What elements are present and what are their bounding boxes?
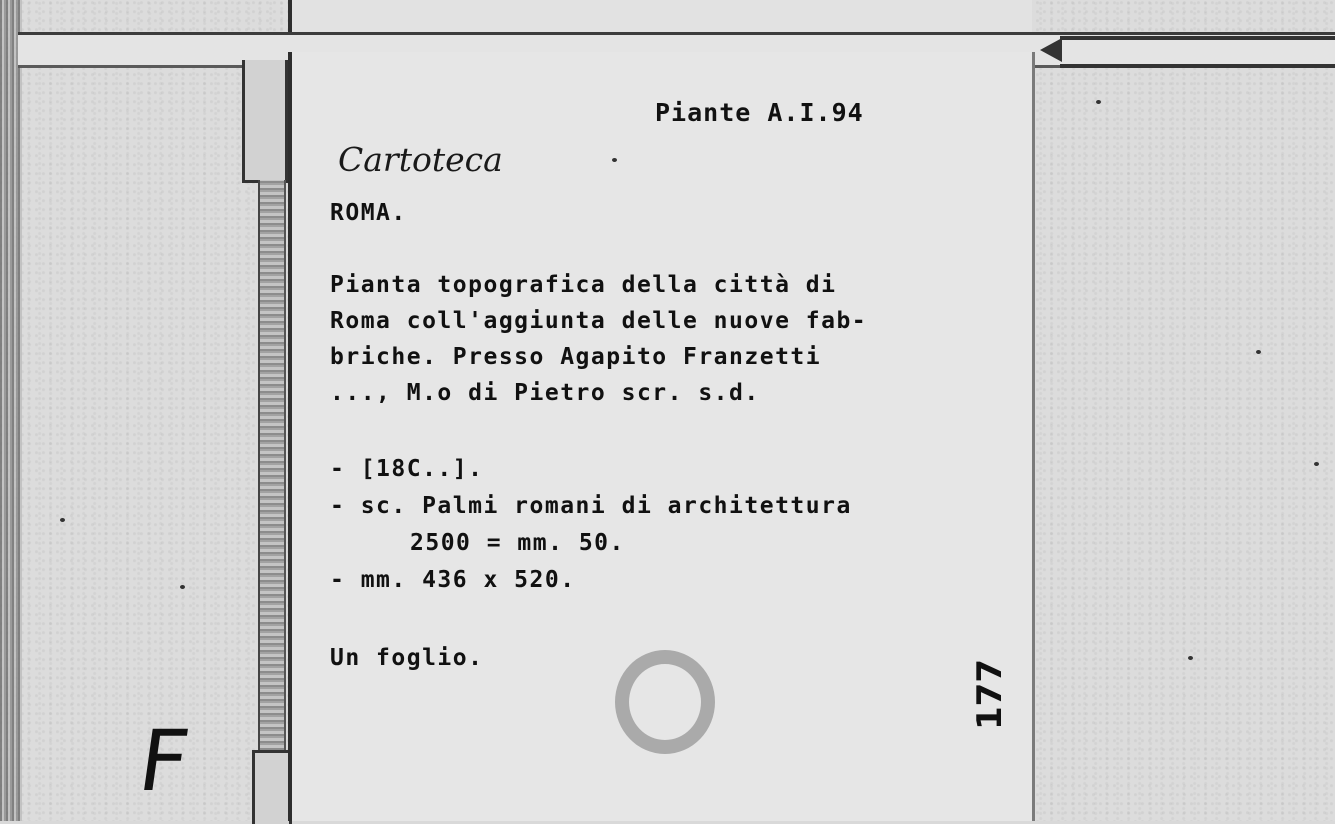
collection-stamp: Cartoteca [338, 140, 503, 179]
detail-line: 2500 = mm. 50. [410, 530, 625, 556]
detail-line: - [18C..]. [330, 456, 484, 482]
detail-line: - mm. 436 x 520. [330, 567, 576, 593]
card-number: 177 [970, 659, 1010, 730]
rod-clip-top [242, 60, 288, 183]
extent-note: Un foglio. [330, 645, 484, 671]
title-line: Roma coll'aggiunta delle nuove fab- [330, 308, 868, 334]
stamp-letter [615, 640, 715, 760]
pointer-rod [1060, 36, 1335, 68]
pointer-arrow-icon [1040, 38, 1062, 62]
drawer-letter: F [133, 712, 196, 810]
title-line: ..., M.o di Pietro scr. s.d. [330, 380, 760, 406]
title-line: Pianta topografica della città di [330, 272, 837, 298]
rod-clip-bottom [252, 750, 292, 824]
shelfmark: Piante A.I.94 [655, 98, 864, 127]
detail-line: - sc. Palmi romani di architettura [330, 493, 852, 519]
title-line: briche. Presso Agapito Franzetti [330, 344, 822, 370]
drawer-edge [0, 0, 22, 821]
card-heading: ROMA. [330, 200, 407, 226]
catalog-rod [258, 180, 286, 750]
